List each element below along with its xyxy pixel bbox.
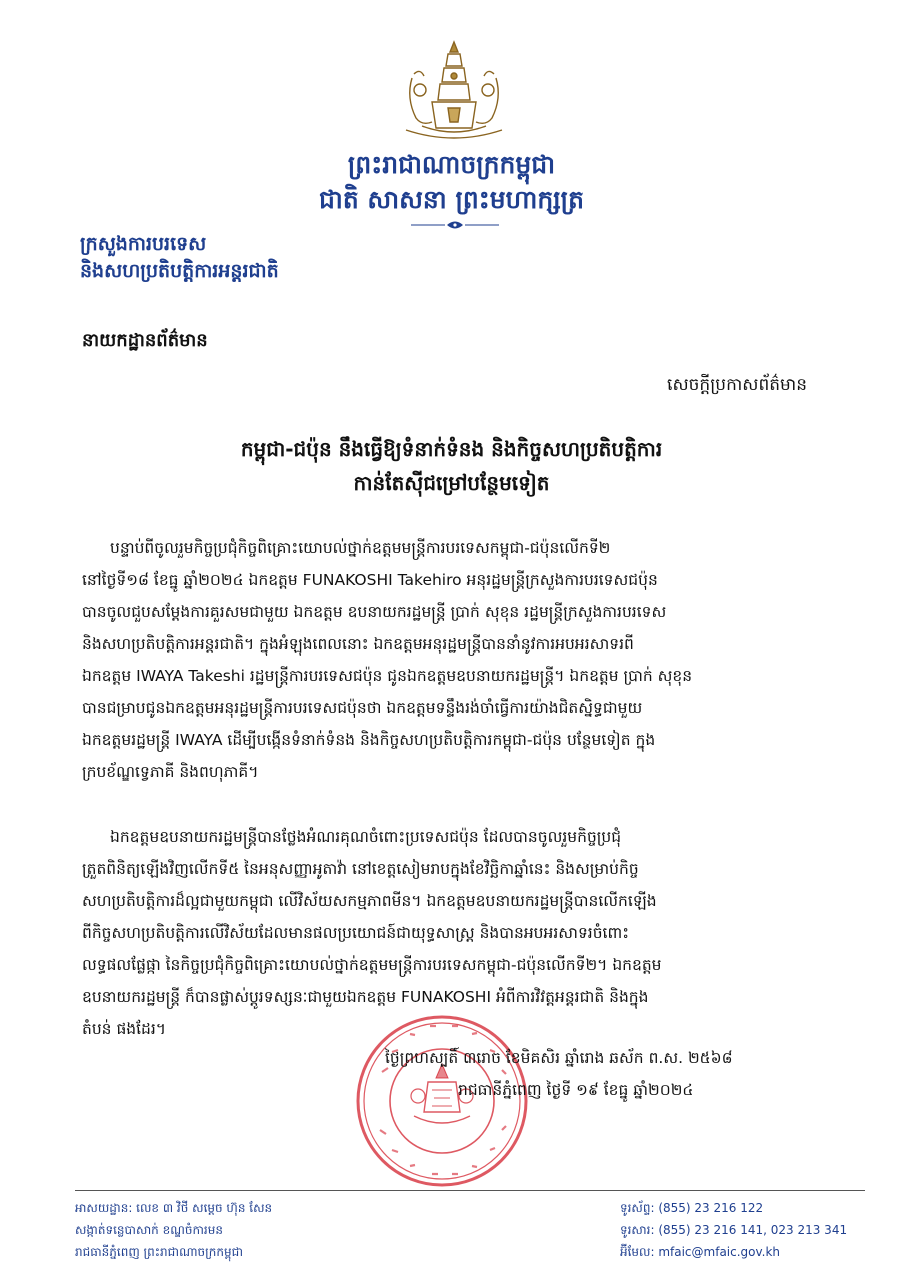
body-paragraph-1 (82, 532, 806, 788)
paragraph-line: បានជម្រាបជូនឯកឧត្តមអនុរដ្ឋមន្ត្រីការបរទេសជប៉ុនថា ឯកឧត្តមទន្ទឹងរង់ចាំធ្វើការយ៉ាងជិតស្និទ្ធជាមួយ (82, 699, 643, 717)
footer-email: អ៊ីមែល: mfaic@mfaic.gov.kh (620, 1245, 781, 1259)
paragraph-line: នៅថ្ងៃទី១៨ ខែធ្នូ ឆ្នាំ២០២៤ ឯកឧត្តម FUNAKOSHI Takehiro អនុរដ្ឋមន្ត្រីក្រសួងការបរទេសជប៉ុន (82, 571, 658, 589)
paragraph-line: បានចូលជួបសម្តែងការគួរសមជាមួយ ឯកឧត្តម ឧបនាយករដ្ឋមន្ត្រី ប្រាក់ សុខុន រដ្ឋមន្ត្រីក្រសួងការបរទេស (82, 603, 667, 621)
paragraph-line: ឯកឧត្តមឧបនាយករដ្ឋមន្ត្រីបានថ្លែងអំណរគុណចំពោះប្រទេសជប៉ុន ដែលបានចូលរួមកិច្ចប្រជុំ (110, 828, 622, 846)
paragraph-line: លទ្ធផលផ្លែផ្កា នៃកិច្ចប្រជុំកិច្ចពិគ្រោះយោបល់ថ្នាក់ឧត្តមមន្ត្រីការបរទេសកម្ពុជា-ជប៉ុនលើកទី២។ ឯកឧត្តម (82, 956, 662, 974)
footer-address-line1: អាសយដ្ឋាន: លេខ ៣ វិថី សម្តេច ហ៊ុន សែន (75, 1201, 273, 1215)
document-type: សេចក្តីប្រកាសព័ត៌មាន (667, 375, 807, 395)
royal-coat-of-arms-icon (392, 38, 516, 144)
paragraph-line: បន្ទាប់ពីចូលរួមកិច្ចប្រជុំកិច្ចពិគ្រោះយោបល់ថ្នាក់ឧត្តមមន្ត្រីការបរទេសកម្ពុជា-ជប៉ុនលើកទី២ (110, 539, 611, 557)
kingdom-name: ព្រះរាជាណាចក្រកម្ពុជា (347, 150, 556, 179)
paragraph-line: តំបន់ ផងដែរ។ (82, 1020, 167, 1038)
footer-address-line2: សង្កាត់ទន្លេបាសាក់ ខណ្ឌចំការមន (75, 1223, 223, 1237)
footer-phone: ទូរស័ព្ទ: (855) 23 216 122 (620, 1201, 764, 1215)
ministry-name-line2: និងសហប្រតិបត្តិការអន្តរជាតិ (80, 260, 279, 282)
paragraph-line: សហប្រតិបត្តិការដ៏ល្អជាមួយកម្ពុជា លើវិស័យសកម្មភាពមីន។ ឯកឧត្តមឧបនាយករដ្ឋមន្ត្រីបានលើកឡើង (82, 892, 657, 910)
paragraph-line: ត្រួតពិនិត្យឡើងវិញលើកទី៥ នៃអនុសញ្ញាអូតាវ៉ា នៅខេត្តសៀមរាបក្នុងខែវិច្ឆិកាឆ្នាំនេះ និងសម្រាប់កិច្ច (82, 860, 639, 878)
ministry-name-line1: ក្រសួងការបរទេស (80, 233, 207, 255)
paragraph-line: ឯកឧត្តមរដ្ឋមន្ត្រី IWAYA ដើម្បីបង្កើនទំនាក់ទំនង និងកិច្ចសហប្រតិបត្តិការកម្ពុជា-ជប៉ុន បន្ថែមទៀត ក្នុង (82, 731, 656, 749)
solar-date: រាជធានីភ្នំពេញ ថ្ងៃទី ១៩ ខែធ្នូ ឆ្នាំ២០២៤ (458, 1081, 694, 1099)
paragraph-line: និងសហប្រតិបត្តិការអន្តរជាតិ។ ក្នុងអំឡុងពេលនោះ ឯកឧត្តមអនុរដ្ឋមន្ត្រីបាននាំនូវការអបអរសាទរពី (82, 635, 634, 653)
ornament-divider-icon (405, 218, 505, 232)
paragraph-line: ពីកិច្ចសហប្រតិបត្តិការលើវិស័យដែលមានផលប្រយោជន៍ជាយុទ្ធសាស្ត្រ និងបានអបអរសាទរចំពោះ (82, 924, 630, 942)
department-name: នាយកដ្ឋានព័ត៌មាន (82, 330, 208, 351)
footer-divider (75, 1190, 865, 1191)
headline-line2: កាន់តែស៊ីជម្រៅបន្ថែមទៀត (353, 471, 550, 495)
footer-fax: ទូរសារ: (855) 23 216 141, 023 213 341 (620, 1223, 848, 1237)
national-motto: ជាតិ សាសនា ព្រះមហាក្សត្រ (319, 185, 584, 214)
paragraph-line: ឯកឧត្តម IWAYA Takeshi រដ្ឋមន្ត្រីការបរទេសជប៉ុន ជូនឯកឧត្តមឧបនាយករដ្ឋមន្ត្រី។ ឯកឧត្តម ប្រាក់ សុខុន (82, 667, 693, 685)
footer-address-line3: រាជធានីភ្នំពេញ ព្រះរាជាណាចក្រកម្ពុជា (75, 1245, 243, 1259)
paragraph-line: ក្របខ័ណ្ឌទ្វេភាគី និងពហុភាគី។ (82, 763, 259, 781)
paragraph-line: ឧបនាយករដ្ឋមន្ត្រី ក៏បានផ្លាស់ប្តូរទស្សនៈជាមួយឯកឧត្តម FUNAKOSHI អំពីការវិវត្តអន្តរជាតិ និងក្នុង (82, 988, 649, 1006)
lunar-date: ថ្ងៃព្រហស្បតិ៍ ៣រោច ខែមិគសិរ ឆ្នាំរោង ឆស័ក ព.ស. ២៥៦៨ (385, 1049, 733, 1067)
headline-line1: កម្ពុជា-ជប៉ុន នឹងធ្វើឱ្យទំនាក់ទំនង និងកិច្ចសហប្រតិបត្តិការ (240, 437, 663, 461)
